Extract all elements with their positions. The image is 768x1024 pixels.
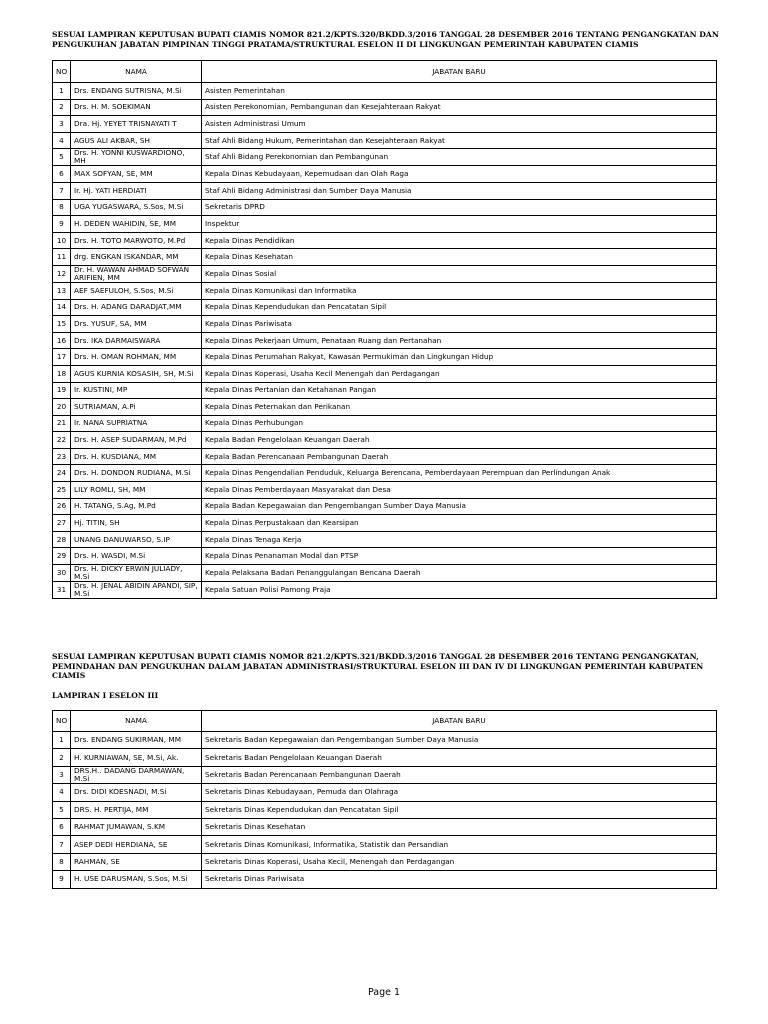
- row-jabatan: Sekretaris Badan Pengelolaan Keuangan Daerah: [202, 749, 717, 766]
- row-nama: Dr. H. WAWAN AHMAD SOFWAN ARIFIEN, MM: [71, 265, 202, 282]
- table-row: [53, 836, 717, 853]
- table-row: [53, 448, 717, 465]
- row-jabatan: Kepala Dinas Koperasi, Usaha Kecil Menengah dan Perdagangan: [202, 365, 717, 382]
- row-nama: Drs. H. TOTO MARWOTO, M.Pd: [71, 232, 202, 249]
- row-number: 4: [53, 132, 71, 149]
- row-nama: H. KURNIAWAN, SE, M.Si, Ak.: [71, 749, 202, 766]
- row-jabatan: Kepala Pelaksana Badan Penanggulangan Bencana Daerah: [202, 565, 717, 582]
- row-nama: H. USE DARUSMAN, S.Sos, M.Si: [71, 871, 202, 888]
- row-nama: H. DEDEN WAHIDIN, SE, MM: [71, 216, 202, 233]
- table-row: [53, 149, 717, 166]
- row-number: 8: [53, 199, 71, 216]
- row-jabatan: Inspektur: [202, 216, 717, 233]
- table-row: [53, 784, 717, 801]
- row-number: 21: [53, 415, 71, 432]
- row-jabatan: Kepala Dinas Pendidikan: [202, 232, 717, 249]
- row-number: 5: [53, 801, 71, 818]
- table-row: [53, 766, 717, 783]
- row-number: 24: [53, 465, 71, 482]
- row-number: 13: [53, 282, 71, 299]
- row-nama: Dra. Hj. YEYET TRISNAYATI T: [71, 116, 202, 133]
- table-row: [53, 332, 717, 349]
- row-jabatan: Kepala Dinas Perhubungan: [202, 415, 717, 432]
- row-jabatan: Asisten Perekonomian, Pembangunan dan Kesejahteraan Rakyat: [202, 99, 717, 116]
- column-header-jabatan: JABATAN BARU: [202, 711, 717, 732]
- table-row: [53, 216, 717, 233]
- row-number: 22: [53, 432, 71, 449]
- table-header-row: [53, 61, 717, 83]
- row-jabatan: Kepala Satuan Polisi Pamong Praja: [202, 582, 717, 599]
- row-number: 9: [53, 216, 71, 233]
- row-nama: UNANG DANUWARSO, S.IP: [71, 531, 202, 548]
- row-number: 9: [53, 871, 71, 888]
- row-nama: LILY ROMLI, SH, MM: [71, 482, 202, 499]
- row-nama: Drs. YUSUF, SA, MM: [71, 316, 202, 333]
- table-row: [53, 199, 717, 216]
- row-jabatan: Kepala Badan Kepegawaian dan Pengembangan Sumber Daya Manusia: [202, 498, 717, 515]
- eselon-iii-table-body: [53, 732, 717, 889]
- row-number: 18: [53, 365, 71, 382]
- row-nama: AGUS KURNIA KOSASIH, SH, M.Si: [71, 365, 202, 382]
- row-jabatan: Kepala Dinas Kependudukan dan Pencatatan Sipil: [202, 299, 717, 316]
- row-number: 31: [53, 582, 71, 599]
- table-row: [53, 515, 717, 532]
- row-nama: Drs. H. JENAL ABIDIN APANDI, SIP, M.Si: [71, 582, 202, 599]
- row-number: 14: [53, 299, 71, 316]
- row-nama: Drs. IKA DARMAISWARA: [71, 332, 202, 349]
- row-jabatan: Sekretaris Dinas Komunikasi, Informatika, Statistik dan Persandian: [202, 836, 717, 853]
- table-row: [53, 132, 717, 149]
- row-number: 28: [53, 531, 71, 548]
- row-nama: RAHMAT JUMAWAN, S.KM: [71, 818, 202, 835]
- table-row: [53, 465, 717, 482]
- row-jabatan: Kepala Dinas Sosial: [202, 265, 717, 282]
- row-jabatan: Kepala Dinas Tenaga Kerja: [202, 531, 717, 548]
- eselon-ii-table-body: [53, 83, 717, 599]
- row-nama: Drs. ENDANG SUKIRMAN, MM: [71, 732, 202, 749]
- row-jabatan: Kepala Badan Pengelolaan Keuangan Daerah: [202, 432, 717, 449]
- row-jabatan: Kepala Dinas Pemberdayaan Masyarakat dan Desa: [202, 482, 717, 499]
- table-row: [53, 265, 717, 282]
- row-nama: Drs. H. DONDON RUDIANA, M.Si: [71, 465, 202, 482]
- table-row: [53, 801, 717, 818]
- table-row: [53, 349, 717, 366]
- row-number: 8: [53, 853, 71, 870]
- row-jabatan: Kepala Dinas Penanaman Modal dan PTSP: [202, 548, 717, 565]
- row-nama: DRS.H.. DADANG DARMAWAN, M.Si: [71, 766, 202, 783]
- table-row: [53, 116, 717, 133]
- table-row: [53, 582, 717, 599]
- row-jabatan: Sekretaris DPRD: [202, 199, 717, 216]
- column-header-no: NO: [53, 61, 71, 83]
- column-header-nama: NAMA: [71, 711, 202, 732]
- row-number: 2: [53, 99, 71, 116]
- row-number: 30: [53, 565, 71, 582]
- row-nama: RAHMAN, SE: [71, 853, 202, 870]
- row-number: 3: [53, 116, 71, 133]
- row-number: 29: [53, 548, 71, 565]
- row-number: 7: [53, 182, 71, 199]
- row-number: 5: [53, 149, 71, 166]
- table-row: [53, 531, 717, 548]
- row-nama: Drs. H. M. SOEKIMAN: [71, 99, 202, 116]
- row-jabatan: Kepala Dinas Kesehatan: [202, 249, 717, 266]
- table-row: [53, 749, 717, 766]
- column-header-jabatan: JABATAN BARU: [202, 61, 717, 83]
- row-nama: Hj. TITIN, SH: [71, 515, 202, 532]
- row-number: 12: [53, 265, 71, 282]
- row-number: 25: [53, 482, 71, 499]
- row-number: 1: [53, 83, 71, 100]
- eselon-ii-table: [52, 60, 717, 599]
- row-number: 11: [53, 249, 71, 266]
- table-row: [53, 853, 717, 870]
- row-number: 3: [53, 766, 71, 783]
- row-nama: Ir. NANA SUPRIATNA: [71, 415, 202, 432]
- row-jabatan: Asisten Administrasi Umum: [202, 116, 717, 133]
- row-jabatan: Kepala Dinas Perpustakaan dan Kearsipan: [202, 515, 717, 532]
- table-row: [53, 166, 717, 183]
- row-jabatan: Sekretaris Badan Kepegawaian dan Pengembangan Sumber Daya Manusia: [202, 732, 717, 749]
- row-nama: Drs. H. OMAN ROHMAN, MM: [71, 349, 202, 366]
- table-row: [53, 282, 717, 299]
- table-row: [53, 548, 717, 565]
- table-row: [53, 83, 717, 100]
- table-row: [53, 415, 717, 432]
- section2-heading: SESUAI LAMPIRAN KEPUTUSAN BUPATI CIAMIS NOMOR 821.2/KPTS.321/BKDD.3/2016 TANGGAL 28 DESEMBER 2016 TENTANG PENGANGKATAN, PEMINDAHAN DAN PENGUKUHAN DALAM JABATAN ADMINISTRASI/STRUKTURAL ESELON III DAN IV DI LINGKUNGAN PEMERINTAH KABUPATEN CIAMIS: [52, 652, 704, 680]
- table-row: [53, 399, 717, 416]
- row-number: 23: [53, 448, 71, 465]
- row-nama: UGA YUGASWARA, S.Sos, M.Si: [71, 199, 202, 216]
- row-nama: AEF SAEFULOH, S.Sos, M.Si: [71, 282, 202, 299]
- row-nama: Drs. H. KUSDIANA, MM: [71, 448, 202, 465]
- row-jabatan: Sekretaris Dinas Kependudukan dan Pencatatan Sipil: [202, 801, 717, 818]
- section1-heading: SESUAI LAMPIRAN KEPUTUSAN BUPATI CIAMIS NOMOR 821.2/KPTS.320/BKDD.3/2016 TANGGAL 28 DESEMBER 2016 TENTANG PENGANGKATAN DAN PENGUKUHAN JABATAN PIMPINAN TINGGI PRATAMA/STRUKTURAL ESELON II DI LINGKUNGAN PEMERINTAH KABUPATEN CIAMIS: [52, 30, 719, 49]
- row-jabatan: Sekretaris Badan Perencanaan Pembangunan Daerah: [202, 766, 717, 783]
- row-number: 6: [53, 166, 71, 183]
- row-nama: Drs. ENDANG SUTRISNA, M.Si: [71, 83, 202, 100]
- row-number: 10: [53, 232, 71, 249]
- row-number: 7: [53, 836, 71, 853]
- row-nama: MAX SOFYAN, SE, MM: [71, 166, 202, 183]
- row-number: 17: [53, 349, 71, 366]
- row-number: 26: [53, 498, 71, 515]
- row-nama: Ir. Hj. YATI HERDIATI: [71, 182, 202, 199]
- row-number: 16: [53, 332, 71, 349]
- table-row: [53, 565, 717, 582]
- row-jabatan: Kepala Dinas Kebudayaan, Kepemudaan dan Olah Raga: [202, 166, 717, 183]
- row-nama: Ir. KUSTINI, MP: [71, 382, 202, 399]
- row-number: 1: [53, 732, 71, 749]
- row-jabatan: Kepala Dinas Pekerjaan Umum, Penataan Ruang dan Pertanahan: [202, 332, 717, 349]
- row-nama: Drs. H. ADANG DARADJAT,MM: [71, 299, 202, 316]
- table-row: [53, 316, 717, 333]
- row-jabatan: Staf Ahli Bidang Perekonomian dan Pembangunan: [202, 149, 717, 166]
- row-jabatan: Sekretaris Dinas Kesehatan: [202, 818, 717, 835]
- row-nama: Drs. DIDI KOESNADI, M.Si: [71, 784, 202, 801]
- row-number: 19: [53, 382, 71, 399]
- row-nama: ASEP DEDI HERDIANA, SE: [71, 836, 202, 853]
- row-jabatan: Kepala Dinas Pertanian dan Ketahanan Pangan: [202, 382, 717, 399]
- row-jabatan: Sekretaris Dinas Pariwisata: [202, 871, 717, 888]
- row-nama: Drs. H. YONNI KUSWARDIONO, MH: [71, 149, 202, 166]
- table-row: [53, 299, 717, 316]
- table-row: [53, 382, 717, 399]
- row-number: 20: [53, 399, 71, 416]
- table-row: [53, 232, 717, 249]
- table-row: [53, 365, 717, 382]
- row-number: 27: [53, 515, 71, 532]
- row-jabatan: Kepala Dinas Komunikasi dan Informatika: [202, 282, 717, 299]
- row-nama: Drs. H. ASEP SUDARMAN, M.Pd: [71, 432, 202, 449]
- table-row: [53, 482, 717, 499]
- eselon-iii-table: [52, 710, 717, 889]
- row-number: 6: [53, 818, 71, 835]
- row-number: 2: [53, 749, 71, 766]
- table-header-row: [53, 711, 717, 732]
- row-nama: AGUS ALI AKBAR, SH: [71, 132, 202, 149]
- row-jabatan: Staf Ahli Bidang Hukum, Pemerintahan dan Kesejahteraan Rakyat: [202, 132, 717, 149]
- table-row: [53, 818, 717, 835]
- row-jabatan: Kepala Dinas Peternakan dan Perikanan: [202, 399, 717, 416]
- page-number: Page 1: [367, 987, 401, 998]
- row-jabatan: Kepala Dinas Perumahan Rakyat, Kawasan Permukiman dan Lingkungan Hidup: [202, 349, 717, 366]
- row-nama: drg. ENGKAN ISKANDAR, MM: [71, 249, 202, 266]
- table-row: [53, 249, 717, 266]
- table-row: [53, 432, 717, 449]
- row-jabatan: Asisten Pemerintahan: [202, 83, 717, 100]
- row-jabatan: Kepala Dinas Pariwisata: [202, 316, 717, 333]
- row-nama: DRS. H. PERTIJA, MM: [71, 801, 202, 818]
- column-header-no: NO: [53, 711, 71, 732]
- row-jabatan: Kepala Badan Perencanaan Pembangunan Daerah: [202, 448, 717, 465]
- section2-subheading: LAMPIRAN I ESELON III: [52, 691, 159, 700]
- row-jabatan: Kepala Dinas Pengendalian Penduduk, Keluarga Berencana, Pemberdayaan Perempuan dan Perlindungan Anak: [202, 465, 717, 482]
- row-nama: SUTRIAMAN, A.Pi: [71, 399, 202, 416]
- row-number: 15: [53, 316, 71, 333]
- column-header-nama: NAMA: [71, 61, 202, 83]
- row-number: 4: [53, 784, 71, 801]
- row-jabatan: Sekretaris Dinas Koperasi, Usaha Kecil, Menengah dan Perdagangan: [202, 853, 717, 870]
- row-jabatan: Staf Ahli Bidang Administrasi dan Sumber Daya Manusia: [202, 182, 717, 199]
- table-row: [53, 99, 717, 116]
- table-row: [53, 182, 717, 199]
- table-row: [53, 732, 717, 749]
- table-row: [53, 871, 717, 888]
- row-nama: Drs. H. WASDI, M.Si: [71, 548, 202, 565]
- row-nama: Drs. H. DICKY ERWIN JULIADY, M.Si: [71, 565, 202, 582]
- row-nama: H. TATANG, S.Ag, M.Pd: [71, 498, 202, 515]
- table-row: [53, 498, 717, 515]
- row-jabatan: Sekretaris Dinas Kebudayaan, Pemuda dan Olahraga: [202, 784, 717, 801]
